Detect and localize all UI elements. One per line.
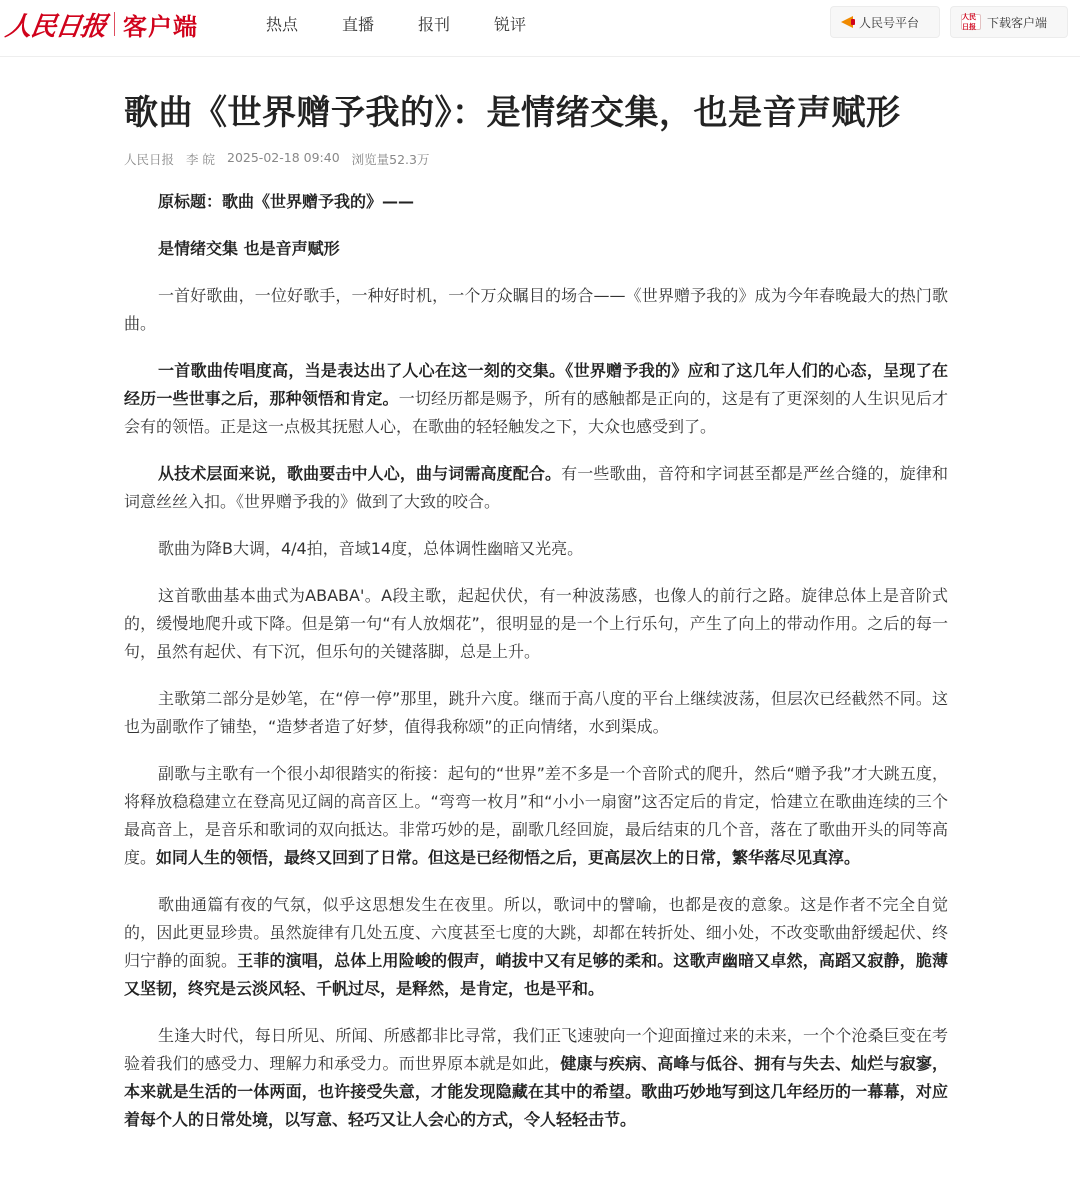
article-paragraph (124, 535, 948, 563)
bold-text: 是情绪交集 也是音声赋形 (158, 239, 340, 258)
article-paragraph (124, 282, 948, 338)
download-app-button[interactable] (950, 6, 1068, 38)
logo-app-label: 客户端 (123, 12, 199, 41)
bold-text: 原标题：歌曲《世界赠予我的》—— (158, 192, 415, 211)
top-header (0, 0, 1080, 57)
paragraph-text: 歌曲为降B大调，4/4拍，音域14度，总体调性幽暗又光亮。 (158, 539, 584, 558)
paragraph-text: 一切经历都是赐予，所有的感触都是正向的，这是有了更深刻的人生识见后才会有的领悟。正是这一点极其抚慰人心，在歌曲的轻轻触发之下，大众也感受到了。 (124, 389, 948, 436)
article-paragraph (124, 357, 948, 441)
bold-text: 从技术层面来说，歌曲要击中人心，曲与词需高度配合。 (158, 464, 562, 483)
nav-item-newspaper[interactable]: 报刊 (418, 15, 451, 34)
article-views: 浏览量52.3万 (351, 152, 430, 167)
article (124, 88, 948, 1153)
paragraph-text: 副歌与主歌有一个很小却很踏实的衔接：起句的“世界”差不多是一个音阶式的爬升，然后“赠予我”才大跳五度，将释放稳稳建立在登高见辽阔的高音区上。“弯弯一枚月”和“小小一扇窗”这否定后的肯定，恰建立在歌曲连续的三个最高音上，是音乐和歌词的双向抵达。非常巧妙的是，副歌几经回旋，最后结束的几个音，落在了歌曲开头的同等高度。 (124, 764, 948, 867)
article-paragraph (124, 188, 948, 216)
megaphone-icon (841, 16, 853, 28)
paragraph-text: 歌曲通篇有夜的气氛，似乎这思想发生在夜里。所以，歌词中的譬喻，也都是夜的意象。这是作者不完全自觉的，因此更显珍贵。虽然旋律有几处五度、六度甚至七度的大跳，却都在转折处、细小处，不改变歌曲舒缓起伏、终归宁静的面貌。 (124, 895, 948, 970)
download-button-label: 下载客户端 (987, 15, 1048, 30)
paragraph-text: 有一些歌曲，音符和字词甚至都是严丝合缝的，旋律和词意丝丝入扣。《世界赠予我的》做到了大致的咬合。 (124, 464, 948, 511)
article-meta (124, 150, 948, 168)
bold-text: 王菲的演唱，总体上用险峻的假声，峭拔中又有足够的柔和。这歌声幽暗又卓然，高蹈又寂静，脆薄又坚韧，终究是云淡风轻、千帆过尽，是释然，是肯定，也是平和。 (124, 951, 948, 998)
app-icon: 人民日报 (961, 14, 981, 30)
paragraph-text: 这首歌曲基本曲式为ABABA'。A段主歌，起起伏伏，有一种波荡感，也像人的前行之路。旋律总体上是音阶式的，缓慢地爬升或下降。但是第一句“有人放烟花”，很明显的是一个上行乐句，产生了向上的带动作用。之后的每一句，虽然有起伏、有下沉，但乐句的关键落脚，总是上升。 (124, 586, 948, 661)
paragraph-text: 一首好歌曲，一位好歌手，一种好时机，一个万众瞩目的场合——《世界赠予我的》成为今年春晚最大的热门歌曲。 (124, 286, 948, 333)
article-paragraph (124, 235, 948, 263)
site-logo[interactable] (3, 4, 199, 44)
nav-item-hot[interactable]: 热点 (266, 15, 299, 34)
article-datetime: 2025-02-18 09:40 (227, 150, 340, 165)
paragraph-text: 主歌第二部分是妙笔，在“停一停”那里，跳升六度。继而于高八度的平台上继续波荡，但层次已经截然不同。这也为副歌作了铺垫，“造梦者造了好梦，值得我称颂”的正向情绪，水到渠成。 (124, 689, 948, 736)
article-source[interactable]: 人民日报 (124, 152, 175, 167)
article-paragraph (124, 891, 948, 1003)
nav-item-live[interactable]: 直播 (342, 15, 375, 34)
bold-text: 一首歌曲传唱度高，当是表达出了人心在这一刻的交集。《世界赠予我的》应和了这几年人们的心态，呈现了在经历一些世事之后，那种领悟和肯定。 (124, 361, 948, 408)
paragraph-text: 生逢大时代，每日所见、所闻、所感都非比寻常，我们正飞速驶向一个迎面撞过来的未来，一个个沧桑巨变在考验着我们的感受力、理解力和承受力。而世界原本就是如此， (124, 1026, 948, 1073)
renminhao-platform-button[interactable] (830, 6, 940, 38)
article-paragraph (124, 460, 948, 516)
article-paragraph (124, 1022, 948, 1134)
article-body (124, 188, 948, 1134)
bold-text: 健康与疾病、高峰与低谷、拥有与失去、灿烂与寂寥，本来就是生活的一体两面，也许接受失意，才能发现隐藏在其中的希望。歌曲巧妙地写到这几年经历的一幕幕，对应着每个人的日常处境，以写意、轻巧又让人会心的方式，令人轻轻击节。 (124, 1054, 948, 1129)
article-author: 李 皖 (186, 152, 215, 167)
platform-button-label: 人民号平台 (859, 15, 920, 30)
nav-item-commentary[interactable]: 锐评 (494, 15, 527, 34)
article-paragraph (124, 685, 948, 741)
article-title: 歌曲《世界赠予我的》：是情绪交集，也是音声赋形 (124, 93, 901, 133)
article-paragraph (124, 760, 948, 872)
logo-divider (114, 12, 115, 36)
main-nav (266, 12, 570, 35)
logo-mark: 人民日报 (3, 11, 108, 42)
bold-text: 如同人生的领悟，最终又回到了日常。但这是已经彻悟之后，更高层次上的日常，繁华落尽见真淳。 (156, 848, 861, 867)
article-paragraph (124, 582, 948, 666)
